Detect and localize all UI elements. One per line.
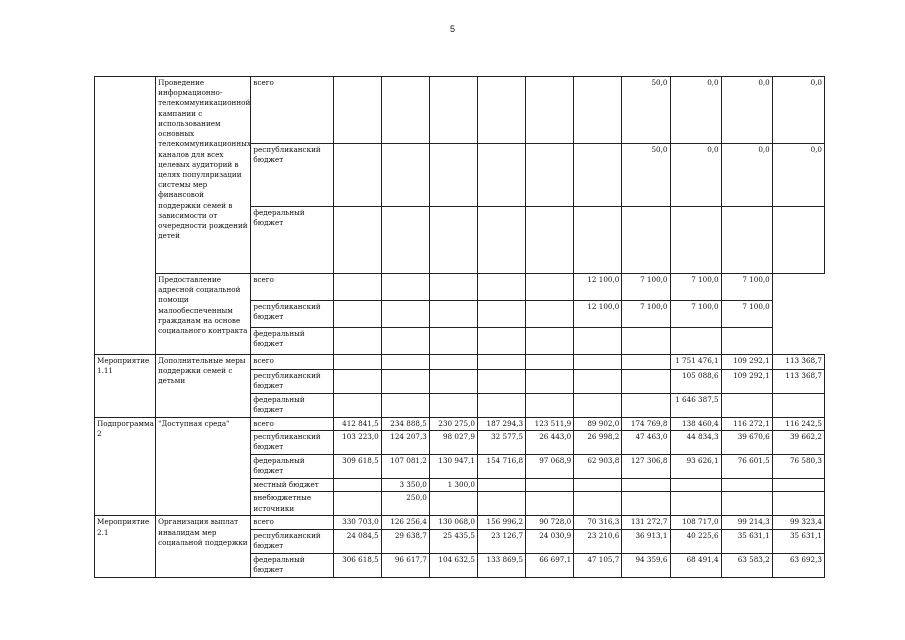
table-cell: 44 834,3 <box>670 431 721 455</box>
table-cell: 24 030,9 <box>526 529 574 553</box>
table-cell: 138 460,4 <box>670 418 721 431</box>
table-cell <box>721 492 772 516</box>
table-cell: республиканский бюджет <box>251 301 333 328</box>
table-cell <box>721 479 772 492</box>
table-cell: 0,0 <box>670 77 721 144</box>
table-cell: Подпрограмма 2 <box>95 418 156 516</box>
table-row <box>95 516 825 529</box>
table-cell: всего <box>251 355 333 370</box>
table-cell: местный бюджет <box>251 479 333 492</box>
table-cell: 40 225,6 <box>670 529 721 553</box>
table-cell <box>526 144 574 207</box>
table-cell: 97 068,9 <box>526 455 574 479</box>
table-cell: 70 316,3 <box>574 516 622 529</box>
table-cell: 174 769,8 <box>622 418 670 431</box>
table-cell <box>622 328 670 355</box>
table-cell: 32 577,5 <box>478 431 526 455</box>
table-cell: 96 617,7 <box>381 553 429 577</box>
table-cell <box>526 328 574 355</box>
table-cell <box>333 301 381 328</box>
table-cell: 130 068,0 <box>429 516 477 529</box>
table-cell: 23 210,6 <box>574 529 622 553</box>
table-cell: 0,0 <box>772 144 824 207</box>
table-cell <box>333 370 381 394</box>
table-cell <box>381 144 429 207</box>
table-cell: 47 105,7 <box>574 553 622 577</box>
table-cell <box>333 394 381 418</box>
table-cell: 0,0 <box>772 77 824 144</box>
table-cell <box>478 355 526 370</box>
table-cell <box>333 355 381 370</box>
table-cell: 309 618,5 <box>333 455 381 479</box>
table-cell: 7 100,0 <box>622 274 670 301</box>
table-cell <box>526 479 574 492</box>
table-cell: 127 306,8 <box>622 455 670 479</box>
table-cell <box>622 370 670 394</box>
table-cell <box>478 394 526 418</box>
table-cell <box>429 144 477 207</box>
table-cell <box>478 328 526 355</box>
table-cell: 29 638,7 <box>381 529 429 553</box>
table-cell: всего <box>251 418 333 431</box>
table-cell: 7 100,0 <box>721 301 772 328</box>
table-cell: 109 292,1 <box>721 370 772 394</box>
table-cell: Мероприятие 2.1 <box>95 516 156 577</box>
table-cell: 306 618,5 <box>333 553 381 577</box>
table-cell: 35 631,1 <box>772 529 824 553</box>
table-cell <box>526 355 574 370</box>
table-cell <box>574 394 622 418</box>
table-cell: 76 601,5 <box>721 455 772 479</box>
table-cell <box>574 328 622 355</box>
table-cell: федеральный бюджет <box>251 455 333 479</box>
table-cell: федеральный бюджет <box>251 553 333 577</box>
table-cell: 26 998,2 <box>574 431 622 455</box>
table-cell: 47 463,0 <box>622 431 670 455</box>
table-cell: 89 902,0 <box>574 418 622 431</box>
table-row <box>95 77 825 144</box>
table-cell <box>772 492 824 516</box>
table-cell <box>772 394 824 418</box>
table-cell: 124 207,3 <box>381 431 429 455</box>
table-cell: 1 751 476,1 <box>670 355 721 370</box>
table-cell <box>622 394 670 418</box>
table-cell <box>670 479 721 492</box>
table-cell: всего <box>251 274 333 301</box>
table-cell: 7 100,0 <box>721 274 772 301</box>
table-cell <box>721 328 772 355</box>
table-cell: 1 300,0 <box>429 479 477 492</box>
table-cell: 35 631,1 <box>721 529 772 553</box>
table-cell: 0,0 <box>721 144 772 207</box>
table-cell <box>574 77 622 144</box>
table-cell <box>333 207 381 274</box>
table-cell: 113 368,7 <box>772 370 824 394</box>
table-cell <box>429 355 477 370</box>
table-cell <box>772 479 824 492</box>
table-cell: 50,0 <box>622 144 670 207</box>
table-cell <box>429 77 477 144</box>
table-cell: 63 692,3 <box>772 553 824 577</box>
table-cell <box>622 479 670 492</box>
table-cell <box>574 370 622 394</box>
page-number: 5 <box>449 24 455 34</box>
table-cell: 76 580,3 <box>772 455 824 479</box>
table-row <box>95 355 825 370</box>
table-cell <box>526 274 574 301</box>
table-cell: 250,0 <box>381 492 429 516</box>
table-cell: 39 670,6 <box>721 431 772 455</box>
table-cell: 0,0 <box>670 144 721 207</box>
table-cell: федеральный бюджет <box>251 394 333 418</box>
table-cell <box>721 394 772 418</box>
table-cell <box>381 77 429 144</box>
table-cell <box>381 207 429 274</box>
table-cell: 131 272,7 <box>622 516 670 529</box>
table-cell <box>574 207 622 274</box>
table-cell: 93 626,1 <box>670 455 721 479</box>
table-cell: 133 869,5 <box>478 553 526 577</box>
table-cell: 187 294,3 <box>478 418 526 431</box>
table-cell <box>333 274 381 301</box>
table-cell: 99 214,3 <box>721 516 772 529</box>
table-cell: 63 583,2 <box>721 553 772 577</box>
table-cell: 7 100,0 <box>670 301 721 328</box>
table-row <box>95 274 825 301</box>
table-cell: 62 903,8 <box>574 455 622 479</box>
table-cell <box>526 301 574 328</box>
table-cell <box>381 328 429 355</box>
table-cell: 412 841,5 <box>333 418 381 431</box>
table-cell: Предоставление адресной социальной помощи малообеспеченным гражданам на основе социального контракта <box>156 274 251 355</box>
table-cell: 103 223,0 <box>333 431 381 455</box>
table-cell: Организация выплат инвалидам мер социальной поддержки <box>156 516 251 577</box>
table-cell <box>429 370 477 394</box>
table-cell <box>381 394 429 418</box>
table-cell: 107 081,2 <box>381 455 429 479</box>
table-cell: внебюджетные источники <box>251 492 333 516</box>
table-cell <box>526 394 574 418</box>
table-cell <box>429 394 477 418</box>
table-cell: 154 716,8 <box>478 455 526 479</box>
table-cell <box>670 492 721 516</box>
table-cell <box>381 301 429 328</box>
table-cell <box>772 207 824 274</box>
table-cell: 105 088,6 <box>670 370 721 394</box>
table-cell <box>381 355 429 370</box>
table-cell: 25 435,5 <box>429 529 477 553</box>
table-cell: 1 646 387,5 <box>670 394 721 418</box>
table-cell <box>381 274 429 301</box>
table-cell <box>478 144 526 207</box>
table-cell <box>574 479 622 492</box>
budget-table <box>94 76 825 578</box>
table-cell: 108 717,0 <box>670 516 721 529</box>
table-cell <box>526 77 574 144</box>
table-cell: 24 084,5 <box>333 529 381 553</box>
table-cell: 130 947,1 <box>429 455 477 479</box>
table-cell: республиканский бюджет <box>251 529 333 553</box>
table-cell <box>574 144 622 207</box>
table-cell <box>670 207 721 274</box>
table-cell: 36 913,1 <box>622 529 670 553</box>
table-cell: Мероприятие 1.11 <box>95 355 156 418</box>
table-cell: 94 359,6 <box>622 553 670 577</box>
table-cell <box>95 77 156 355</box>
table-cell: 12 100,0 <box>574 301 622 328</box>
table-cell: 113 368,7 <box>772 355 824 370</box>
table-cell <box>622 355 670 370</box>
table-cell <box>333 77 381 144</box>
table-cell <box>670 328 721 355</box>
table-cell: 7 100,0 <box>670 274 721 301</box>
table-cell <box>333 479 381 492</box>
table-cell <box>526 370 574 394</box>
table-cell <box>429 274 477 301</box>
table-cell: 68 491,4 <box>670 553 721 577</box>
table-cell: всего <box>251 516 333 529</box>
table-cell: 156 996,2 <box>478 516 526 529</box>
table-cell: всего <box>251 77 333 144</box>
table-cell: 90 728,0 <box>526 516 574 529</box>
table-cell <box>721 207 772 274</box>
table-cell <box>333 492 381 516</box>
table-cell: 3 350,0 <box>381 479 429 492</box>
table-cell <box>429 328 477 355</box>
table-cell: федеральный бюджет <box>251 328 333 355</box>
table-cell: 123 511,9 <box>526 418 574 431</box>
table-cell: 116 272,1 <box>721 418 772 431</box>
table-cell <box>622 207 670 274</box>
table-cell <box>429 301 477 328</box>
table-cell: республиканский бюджет <box>251 144 333 207</box>
table-cell <box>478 479 526 492</box>
table-cell: республиканский бюджет <box>251 431 333 455</box>
table-cell <box>574 492 622 516</box>
table-cell: 104 632,5 <box>429 553 477 577</box>
table-cell: "Доступная среда" <box>156 418 251 516</box>
table-cell: республиканский бюджет <box>251 370 333 394</box>
table-cell <box>622 492 670 516</box>
table-cell: 98 027,9 <box>429 431 477 455</box>
table-cell: 116 242,5 <box>772 418 824 431</box>
table-cell <box>478 77 526 144</box>
table-row <box>95 418 825 431</box>
table-cell: 230 275,0 <box>429 418 477 431</box>
table-cell <box>478 207 526 274</box>
table-cell <box>333 328 381 355</box>
table-cell: 50,0 <box>622 77 670 144</box>
table-cell: 26 443,0 <box>526 431 574 455</box>
table-cell: 99 323,4 <box>772 516 824 529</box>
table-cell <box>478 492 526 516</box>
table-cell: 23 126,7 <box>478 529 526 553</box>
table-cell: 12 100,0 <box>574 274 622 301</box>
table-cell: 234 888,5 <box>381 418 429 431</box>
table-cell <box>478 301 526 328</box>
table-cell: федеральный бюджет <box>251 207 333 274</box>
table-cell <box>429 492 477 516</box>
table-cell <box>478 274 526 301</box>
table-cell <box>526 492 574 516</box>
table-cell <box>526 207 574 274</box>
table-cell: 39 662,2 <box>772 431 824 455</box>
table-cell: 0,0 <box>721 77 772 144</box>
table-cell <box>478 370 526 394</box>
table-cell <box>574 355 622 370</box>
table-cell: 330 703,0 <box>333 516 381 529</box>
table-cell: Проведение информационно-телекоммуникационной кампании с использованием основных телекоммуникационных каналов для всех целевых аудиторий в целях популяризации системы мер финансовой поддержки семей в зависимости от очередности рождений детей <box>156 77 251 274</box>
table-cell: 66 697,1 <box>526 553 574 577</box>
table-cell <box>333 144 381 207</box>
table-cell <box>381 370 429 394</box>
table-cell: Дополнительные меры поддержки семей с детьми <box>156 355 251 418</box>
table-cell: 126 256,4 <box>381 516 429 529</box>
table-cell <box>429 207 477 274</box>
table-cell: 7 100,0 <box>622 301 670 328</box>
table-cell: 109 292,1 <box>721 355 772 370</box>
